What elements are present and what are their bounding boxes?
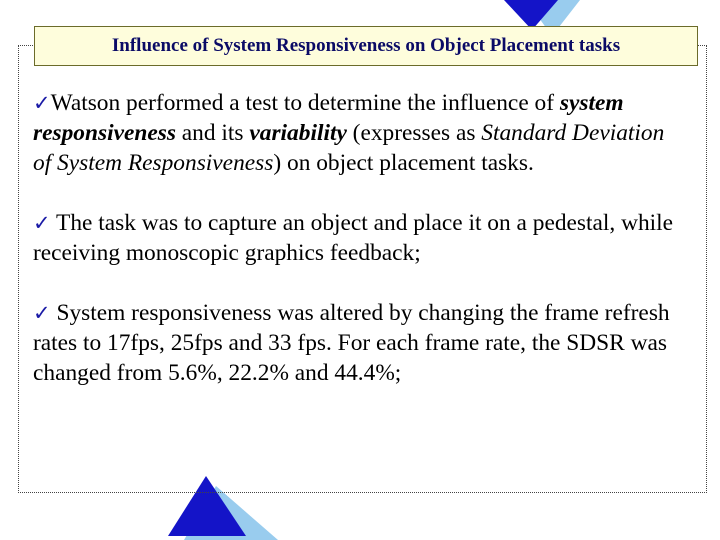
bullet-1-text-d: ) on object placement tasks. — [273, 150, 534, 176]
bullet-1-text-b: and its — [175, 120, 250, 146]
slide-content — [33, 88, 683, 388]
bullet-2-text: The task was to capture an object and place it on a pedestal, while receiving monoscopic graphics feedback; — [33, 210, 674, 266]
bullet-1-text-a: Watson performed a test to determine the influence of — [50, 90, 555, 116]
bullet-3-text: System responsiveness was altered by changing the frame refresh rates to 17fps, 25fps and 33 fps. For each frame rate, the SDSR was changed from 5.6%, 22.2% and 44.4%; — [33, 300, 670, 386]
checkmark-icon: ✓ — [33, 91, 51, 115]
bullet-1-sdsr-term: Standard Deviation of System Responsiveness — [33, 120, 665, 176]
bullet-2 — [33, 208, 683, 268]
bullet-1 — [33, 88, 683, 178]
slide-title: Influence of System Responsiveness on Object Placement tasks — [111, 35, 621, 56]
bullet-1-text-c: (expresses as — [346, 120, 476, 146]
bullet-3 — [33, 298, 683, 388]
checkmark-icon: ✓ — [33, 211, 51, 235]
bullet-1-emph-variability: variability — [249, 120, 347, 146]
bullet-1-emph-responsiveness: system responsiveness — [33, 90, 624, 146]
title-bar — [34, 26, 698, 66]
checkmark-icon: ✓ — [33, 301, 51, 325]
